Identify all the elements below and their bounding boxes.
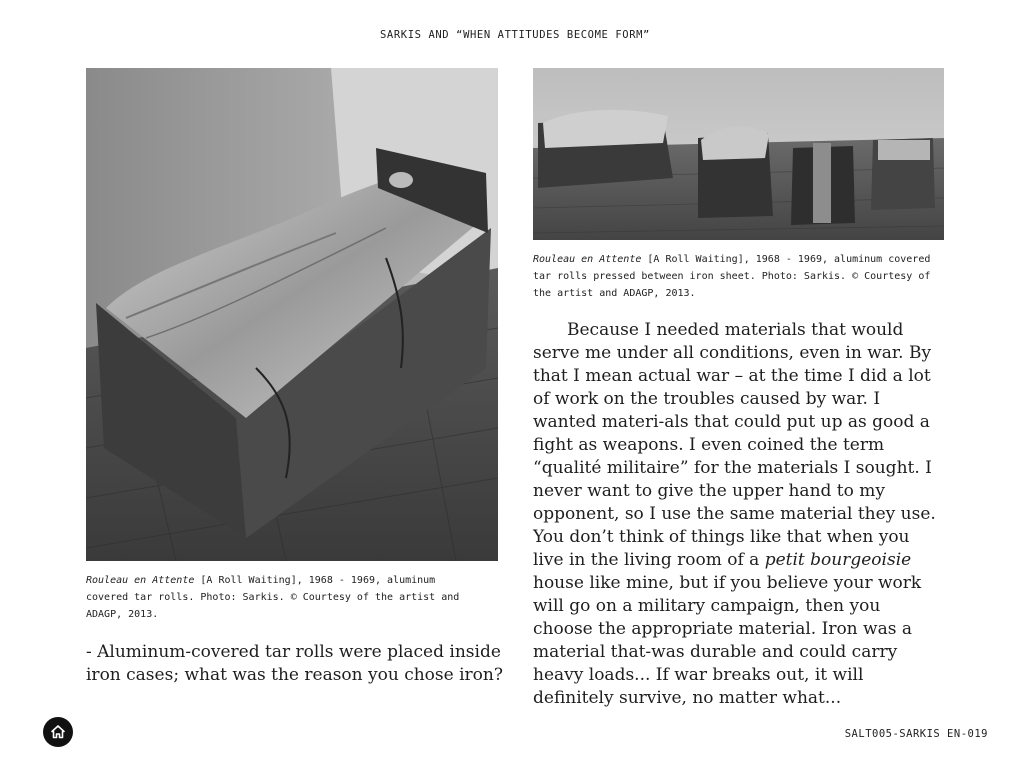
photo-caption-right	[533, 251, 933, 302]
page-code: SALT005-SARKIS EN-019	[844, 728, 988, 740]
answer-text-part2: house like mine, but if you believe your work will go on a military campaign, then you choose the appropriate material. Iron was a material that-was durable and could carry heavy loads... If war breaks out, it will definitely survive, no matter what...	[533, 573, 922, 708]
answer-text-part1: Because I needed materials that would serve me under all conditions, even in war. By that I mean actual war – at the time I did a lot of work on the troubles caused by war. I wanted materi-als that could put up as good a fight as weapons. I even coined the term “qualité militaire” for the materials I sought. I never want to give the upper hand to my opponent, so I use the same material they use. You don’t think of things like that when you live in the living room of a	[533, 320, 936, 570]
photo-caption-left	[86, 572, 476, 623]
running-header: SARKIS AND “WHEN ATTITUDES BECOME FORM”	[380, 29, 650, 41]
home-button[interactable]	[43, 717, 73, 747]
caption-text: [A Roll Waiting], 1968 - 1969, aluminum covered tar rolls. Photo: Sarkis. © Courtesy of the artist and ADAGP, 2013.	[86, 575, 460, 620]
home-icon	[50, 724, 66, 740]
answer-emphasis: petit bourgeoisie	[764, 550, 912, 570]
interview-question: - Aluminum-covered tar rolls were placed inside iron cases; what was the reason you chose iron?	[86, 642, 503, 685]
artwork-photo-single-case	[86, 68, 498, 561]
interview-answer	[533, 319, 945, 710]
artwork-photo-multiple-cases	[533, 68, 944, 240]
caption-title: Rouleau en Attente	[86, 575, 195, 586]
caption-title: Rouleau en Attente	[533, 254, 642, 265]
caption-text: [A Roll Waiting], 1968 - 1969, aluminum covered tar rolls pressed between iron sheet. Photo: Sarkis. © Courtesy of the artist and ADAGP, 2013.	[533, 254, 931, 299]
